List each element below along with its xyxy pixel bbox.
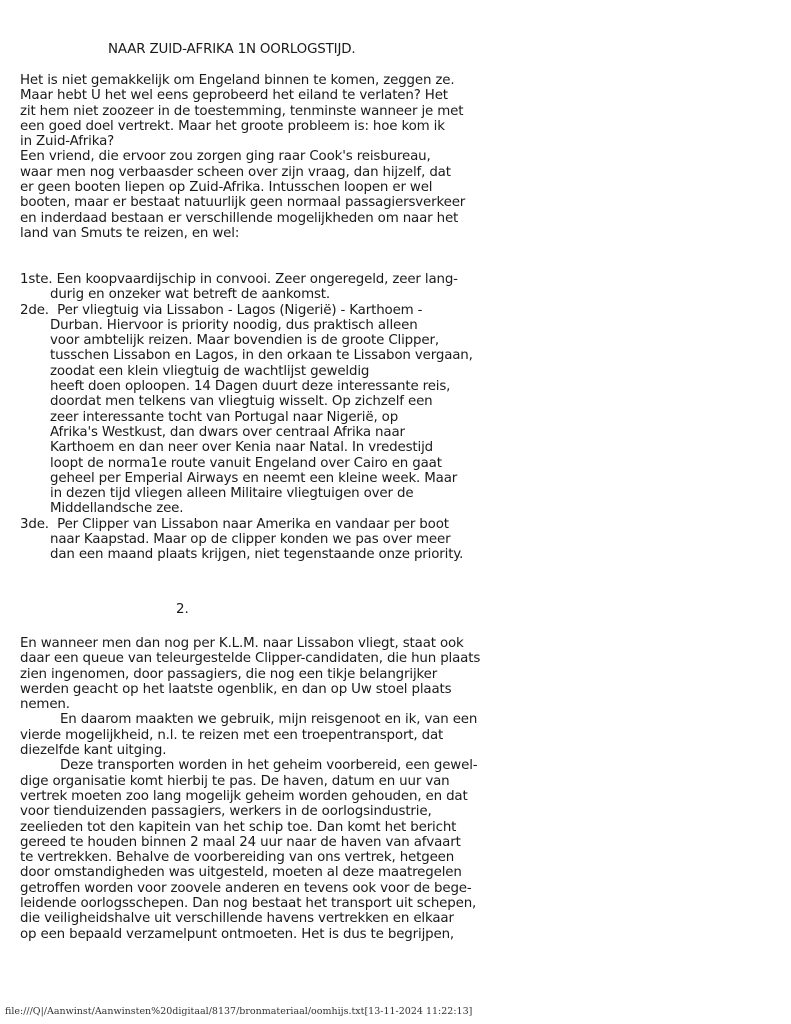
list-item-continuation: durig en onzeker wat betreft de aankomst. — [50, 287, 331, 303]
text-line: zit hem niet zoozeer in de toestemming, tenminste wanneer je met — [20, 103, 464, 119]
text-line: en inderdaad bestaan er verschillende mogelijkheden om naar het — [20, 210, 459, 226]
text-line: Het is niet gemakkelijk om Engeland binnen te komen, zeggen ze. — [20, 73, 455, 88]
text-line: nemen. — [20, 697, 70, 713]
text-line: voor tienduizenden passagiers, werkers in de oorlogsindustrie, — [20, 804, 432, 820]
text-line: Maar hebt U het wel eens geprobeerd het eiland te verlaten? Het — [20, 88, 448, 104]
list-item: 2de. Per vliegtuig via Lissabon - Lagos (Nigerië) - Karthoem - — [20, 302, 423, 318]
list-item-continuation: Durban. Hiervoor is priority noodig, dus praktisch alleen — [50, 317, 418, 333]
text-line: leidende oorlogsschepen. Dan nog bestaat het transport uit schepen, — [20, 896, 477, 912]
text-line: vierde mogelijkheid, n.l. te reizen met een troepentransport, dat — [20, 727, 444, 743]
text-line: die veiligheidshalve uit verschillende havens vertrekken en elkaar — [20, 911, 454, 927]
list-item-continuation: Karthoem en dan neer over Kenia naar Natal. In vredestijd — [50, 440, 434, 456]
text-line: diezelfde kant uitging. — [20, 743, 167, 759]
list-item-continuation: zoodat een klein vliegtuig de wachtlijst geweldig — [50, 363, 370, 379]
options-list — [20, 272, 780, 563]
list-item-continuation: heeft doen oploopen. 14 Dagen duurt deze interessante reis, — [50, 379, 451, 395]
text-line: booten, maar er bestaat natuurlijk geen normaal passagiersverkeer — [20, 195, 466, 211]
text-line: door omstandigheden was uitgesteld, moeten al deze maatregelen — [20, 865, 462, 881]
list-item-continuation: tusschen Lissabon en Lagos, in den orkaan te Lissabon vergaan, — [50, 348, 473, 364]
text-line: vertrek moeten zoo lang mogelijk geheim worden gehouden, en dat — [20, 788, 468, 804]
list-item-continuation: dan een maand plaats krijgen, niet tegenstaande onze priority. — [50, 547, 464, 563]
text-line: zien ingenomen, door passagiers, die nog een tikje belangrijker — [20, 666, 438, 682]
list-item: 1ste. Een koopvaardijschip in convooi. Zeer ongeregeld, zeer lang- — [20, 272, 458, 287]
list-item-continuation: geheel per Emperial Airways en neemt een kleine week. Maar — [50, 470, 458, 486]
text-line: getroffen worden voor zoovele anderen en tevens ook voor de bege- — [20, 880, 472, 896]
document-title: NAAR ZUID-AFRIKA 1N OORLOGSTIJD. — [108, 42, 356, 57]
text-line: daar een queue van teleurgestelde Clipper-candidaten, die hun plaats — [20, 651, 481, 667]
list-item: 3de. Per Clipper van Lissabon naar Amerika en vandaar per boot — [20, 516, 449, 532]
list-item-continuation: naar Kaapstad. Maar op de clipper konden we pas over meer — [50, 532, 451, 548]
text-line: een goed doel vertrekt. Maar het groote probleem is: hoe kom ik — [20, 118, 445, 134]
text-line: werden geacht op het laatste ogenblik, en dan op Uw stoel plaats — [20, 681, 452, 697]
text-line: dige organisatie komt hierbij te pas. De haven, datum en uur van — [20, 773, 450, 789]
text-line: zeelieden tot den kapitein van het schip toe. Dan komt het bericht — [20, 819, 457, 835]
page-number: 2. — [176, 602, 189, 617]
list-item-continuation: loopt de norma1e route vanuit Engeland over Cairo en gaat — [50, 455, 442, 471]
text-line: gereed te houden binnen 2 maal 24 uur naar de haven van afvaart — [20, 834, 461, 850]
text-line: En daarom maakten we gebruik, mijn reisgenoot en ik, van een — [60, 712, 478, 728]
list-item-continuation: zeer interessante tocht van Portugal naar Nigerië, op — [50, 409, 399, 425]
body-paragraphs — [20, 636, 780, 942]
list-item-continuation: voor ambtelijk reizen. Maar bovendien is de groote Clipper, — [50, 333, 439, 349]
list-item-continuation: Afrika's Westkust, dan dwars over centraal Afrika naar — [50, 424, 405, 440]
text-line: te vertrekken. Behalve de voorbereiding van ons vertrek, hetgeen — [20, 850, 455, 866]
text-line: waar men nog verbaasder scheen over zijn vraag, dan hijzelf, dat — [20, 164, 451, 180]
text-line: land van Smuts te reizen, en wel: — [20, 225, 240, 241]
list-item-continuation: Middellandsche zee. — [50, 501, 184, 517]
text-line: op een bepaald verzamelpunt ontmoeten. Het is dus te begrijpen, — [20, 926, 455, 942]
text-line: er geen booten liepen op Zuid-Afrika. Intusschen loopen er wel — [20, 180, 433, 196]
text-line: Een vriend, die ervoor zou zorgen ging raar Cook's reisbureau, — [20, 149, 431, 165]
text-line: in Zuid-Afrika? — [20, 134, 115, 150]
list-item-continuation: doordat men telkens van vliegtuig wisselt. Op zichzelf een — [50, 394, 433, 410]
file-path-footer: file:///Q|/Aanwinst/Aanwinsten%20digitaal/8137/bronmateriaal/oomhijs.txt[13-11-2024 11:22:13] — [5, 1006, 473, 1017]
intro-paragraph — [20, 73, 780, 241]
list-item-continuation: in dezen tijd vliegen alleen Militaire vliegtuigen over de — [50, 486, 414, 502]
text-line: En wanneer men dan nog per K.L.M. naar Lissabon vliegt, staat ook — [20, 636, 464, 651]
text-line: Deze transporten worden in het geheim voorbereid, een gewel- — [60, 758, 478, 774]
